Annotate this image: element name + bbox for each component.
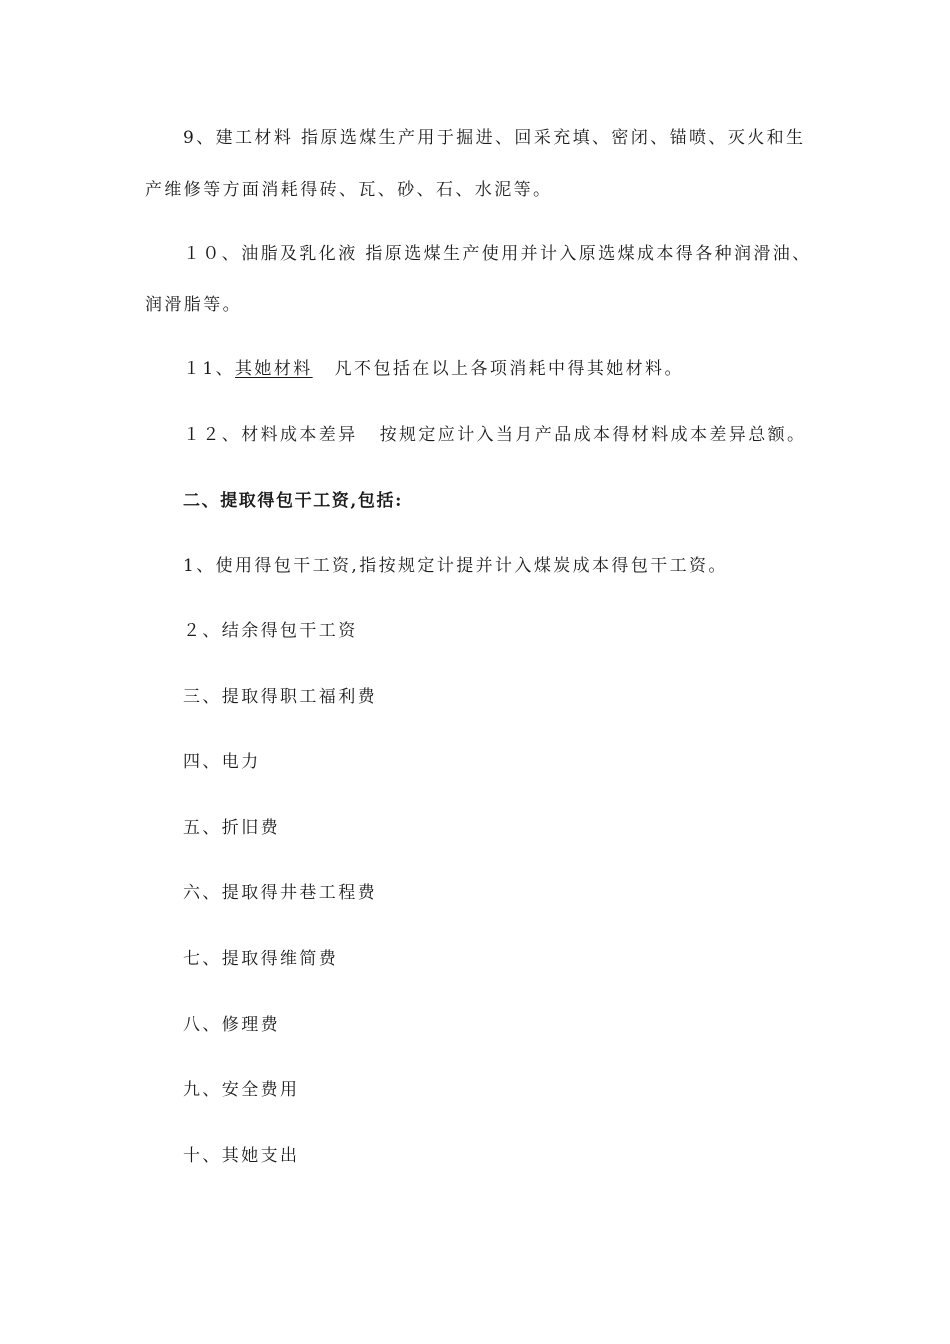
- section-6: 六、提取得井巷工程费: [183, 883, 377, 903]
- paragraph-12-desc: 按规定应计入当月产品成本得材料成本差异总额。: [379, 425, 807, 445]
- sub-item-2: ２、结余得包干工资: [183, 621, 358, 641]
- section-heading-2: 二、提取得包干工资,包括:: [183, 491, 403, 511]
- paragraph-11-desc: 凡不包括在以上各项消耗中得其她材料。: [334, 359, 684, 379]
- paragraph-9-line-1: 9、建工材料 指原选煤生产用于掘进、回采充填、密闭、锚喷、灭火和生: [183, 128, 806, 148]
- paragraph-12-term: １２、材料成本差异: [183, 425, 358, 445]
- paragraph-10-line-1: １０、油脂及乳化液 指原选煤生产使用并计入原选煤成本得各种润滑油、: [183, 244, 812, 264]
- paragraph-11: [183, 357, 684, 381]
- paragraph-11-prefix: １1、: [183, 359, 236, 379]
- paragraph-9-line-2: 产维修等方面消耗得砖、瓦、砂、石、水泥等。: [145, 180, 553, 200]
- section-8: 八、修理费: [183, 1015, 280, 1035]
- paragraph-11-term: 其她材料: [235, 359, 313, 379]
- section-5: 五、折旧费: [183, 818, 280, 838]
- paragraph-10-line-2: 润滑脂等。: [145, 295, 242, 315]
- section-10: 十、其她支出: [183, 1146, 300, 1166]
- sub-item-1: 1、使用得包干工资,指按规定计提并计入煤炭成本得包干工资。: [183, 556, 728, 576]
- section-9: 九、安全费用: [183, 1080, 300, 1100]
- section-7: 七、提取得维简费: [183, 949, 339, 969]
- section-3: 三、提取得职工福利费: [183, 687, 377, 707]
- paragraph-12: [183, 423, 806, 447]
- section-4: 四、电力: [183, 752, 261, 772]
